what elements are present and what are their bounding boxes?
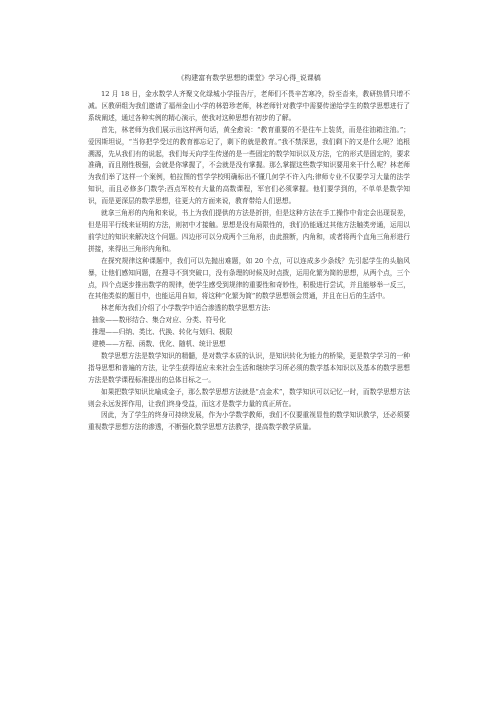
- method-line-modeling: 建模——方程、函数、优化、随机、统计思想: [92, 340, 226, 349]
- document-body: [88, 89, 410, 434]
- paragraph-methods-intro: 林老师为我们介绍了小学数学中适合渗透的数学思想方法:: [101, 304, 271, 313]
- paragraph-methods-essence: 数学思想方法是数学知识的精髓，是对数学本质的认识，是知识转化为能力的桥梁，更是数学学习的一种指导思想和普遍的方法，让学生获得适应未来社会生活和继续学习所必须的数学基本知识以及基本的数学思想方法是数学课程标准提出的总体目标之一。: [88, 351, 410, 384]
- paragraph-gold-metaphor: 如果把数学知识比喻成金子，那么数学思想方法就是“点金术”，数学知识可以记忆一时，而数学思想方法则会永远发挥作用，让我们终身受益，而这才是数学力量的真正所在。: [88, 387, 410, 408]
- paragraph-triangle-angles: 就拿三角形的内角和来说，书上为我们提供的方法是折拼，但是这种方法在手工操作中肯定会出现误差，但是用平行线来证明的方法，则初中才接触。思想是没有局限性的，我们仍能通过其他方法触类旁通，运用以前学过的知识来解决这个问题。四边形可以分成两个三角形，由此推断，内角和，或者将两个直角三角形进行拼接，来得出三角形内角和。: [88, 209, 410, 253]
- document-content: [88, 73, 410, 434]
- paragraph-education-quotes: 首先，林老师为我们展示出这样两句话，黄全愈说：“教育重要的不是往车上装货，而是往油箱注油。”；爱因斯坦说，“当你把学受过的教育都忘记了，剩下的就是教育。”我不禁深思，我们剩下的又是什么呢？追根溯源，先从我们有的说起，我们每天向学生传递的是一些固定的数学知识以及方法，它的形式是固定的，要求准确，而且刚性极强，会就是你掌握了，不会就是没有掌握。那么掌握这些数学知识要用来干什么呢？林老师为我们举了这样一个案例，柏拉图的哲学学校明确标出不懂几何学不许入内;律师专业不仅要学习大量的法学知识，而且必修多门数学;西点军校有大量的高数课程，军官们必须掌握。他们要学到的，不单单是数学知识，而是更深层的数学思想，往更大的方面来说，教育带给人们思想。: [88, 125, 410, 206]
- paragraph-pattern-exploration: 在探究规律这种课题中，我们可以先抛出难题，如 20 个点，可以连成多少条线？先引起学生的头脑风暴，让他们感知问题，在搜寻不到突破口，没有条理的时候及时点拨，运用化繁为简的思想，从两个点，三个点，四个点逐步推出数学的规律，使学生感受到规律的重要性和奇妙性，积极进行尝试，并且能够举一反三，在其他类似的题目中，也能运用自如，将这种“化繁为简”的数学思想领会贯通，并且在日后的生活中。: [88, 256, 410, 301]
- paragraph-conclusion: 因此，为了学生的终身可持续发展，作为小学数学教师，我们不仅要重视显性的数学知识教学，还必须要重视数学思想方法的渗透，不断强化数学思想方法教学，提高数学教学质量。: [88, 411, 410, 432]
- method-line-reasoning: 推理——归纳、类比、代换、转化与划归、极限: [92, 328, 233, 337]
- method-line-abstraction: 抽象——数形结合、集合对应、分类、符号化: [92, 316, 226, 325]
- document-title: 《构建富有数学思想的课堂》学习心得_说课稿: [177, 74, 321, 82]
- paragraph-event-intro: 12 月 18 日，金水数学人齐聚文化绿城小学报告厅，老师们不畏辛苦寒冷，纷至沓来，教研热情只增不减。区教研组为我们邀请了福州金山小学的林碧珍老师，林老师针对教学中需要传递给学生的数学思想进行了系统阐述，通过各种实例的精心演示，使我对这种思想有初步的了解。: [88, 90, 410, 122]
